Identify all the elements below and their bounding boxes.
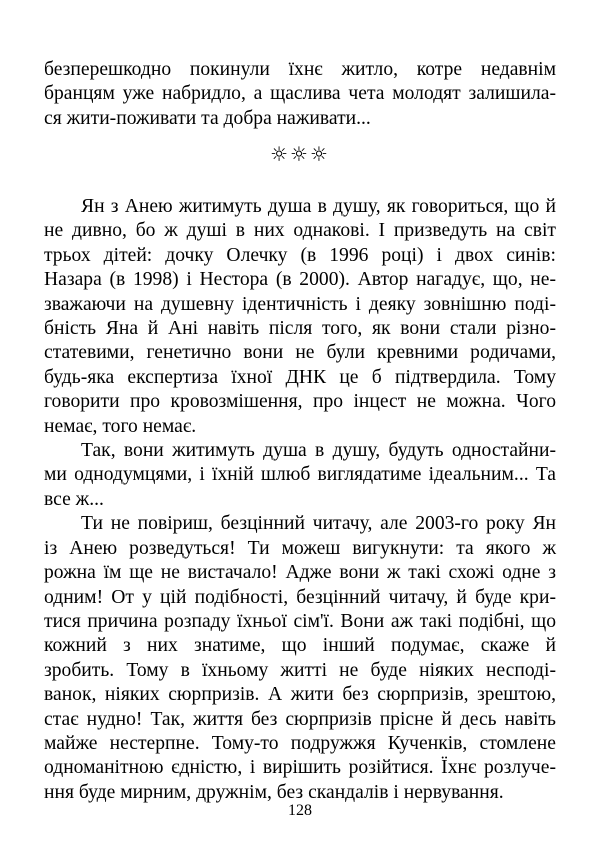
text-line: трьох дітей: дочку Олечку (в 1996 році) і двох синів: — [44, 244, 556, 266]
text-line: бність Яна й Ані навіть після того, як вони стали різно- — [44, 318, 556, 340]
section-divider-ornament: ☼☼☼ — [270, 142, 330, 166]
text-line: стає нудно! Так, життя без сюрпризів прісне й десь навіть — [44, 708, 556, 730]
text-line: Назара (в 1998) і Нестора (в 2000). Автор нагадує, що, не- — [44, 269, 556, 291]
text-line: бранцям уже набридло, а щаслива чета молодят залишила- — [44, 83, 556, 105]
text-line: статевими, генетично вони не були кревними родичами, — [44, 342, 556, 364]
text-line: ми однодумцями, і їхній шлюб виглядатиме ідеальним... Та — [44, 464, 556, 486]
text-line: говорити про кровозмішення, про інцест не можна. Чого — [44, 391, 556, 413]
text-line: ванок, ніяких сюрпризів. А жити без сюрпризів, зрештою, — [44, 684, 556, 706]
text-line: зважаючи на душевну ідентичність і деяку зовнішню поді- — [44, 293, 556, 315]
intro-paragraph — [44, 58, 556, 131]
text-line: одним! От у цій подібності, безцінний читачу, й буде кри- — [44, 586, 556, 608]
body-paragraphs — [44, 195, 556, 805]
text-line: Ти не повіриш, безцінний читачу, але 2003-го року Ян — [81, 513, 556, 535]
text-line: ся жити-поживати та добра наживати... — [44, 107, 371, 129]
text-line: ння буде мирним, дружнім, без скандалів і нервування. — [44, 781, 504, 803]
text-line: будь-яка експертиза їхної ДНК це б підтвердила. Тому — [44, 366, 556, 388]
text-line: безперешкодно покинули їхнє житло, котре недавнім — [44, 59, 556, 80]
text-line: одноманітною єдністю, і вирішить розійтися. Їхнє розлуче- — [44, 757, 556, 779]
text-line: Ян з Анею житимуть душа в душу, як говориться, що й — [81, 196, 556, 217]
text-line: Так, вони житимуть душа в душу, будуть одностайни- — [81, 440, 556, 462]
text-line: майже нестерпне. Тому-то подружжя Кученків, стомлене — [44, 732, 556, 754]
text-line: тися причина розпаду їхньої сім'ї. Вони аж такі подібні, що — [44, 610, 556, 632]
page-number: 128 — [288, 802, 312, 819]
text-line: із Анею розведуться! Ти можеш вигукнути: та якого ж — [44, 537, 556, 559]
text-line: не дивно, бо ж душі в них однакові. І призведуть на світ — [44, 220, 556, 242]
text-line: зробить. Тому в їхньому житті не буде ніяких несподі- — [44, 659, 556, 681]
text-line: все ж... — [44, 488, 104, 510]
text-line: кожний з них знатиме, що інший подумає, скаже й — [44, 635, 556, 657]
text-line: рожна їм ще не вистачало! Адже вони ж такі схожі одне з — [44, 562, 556, 584]
text-line: немає, того немає. — [44, 415, 197, 437]
